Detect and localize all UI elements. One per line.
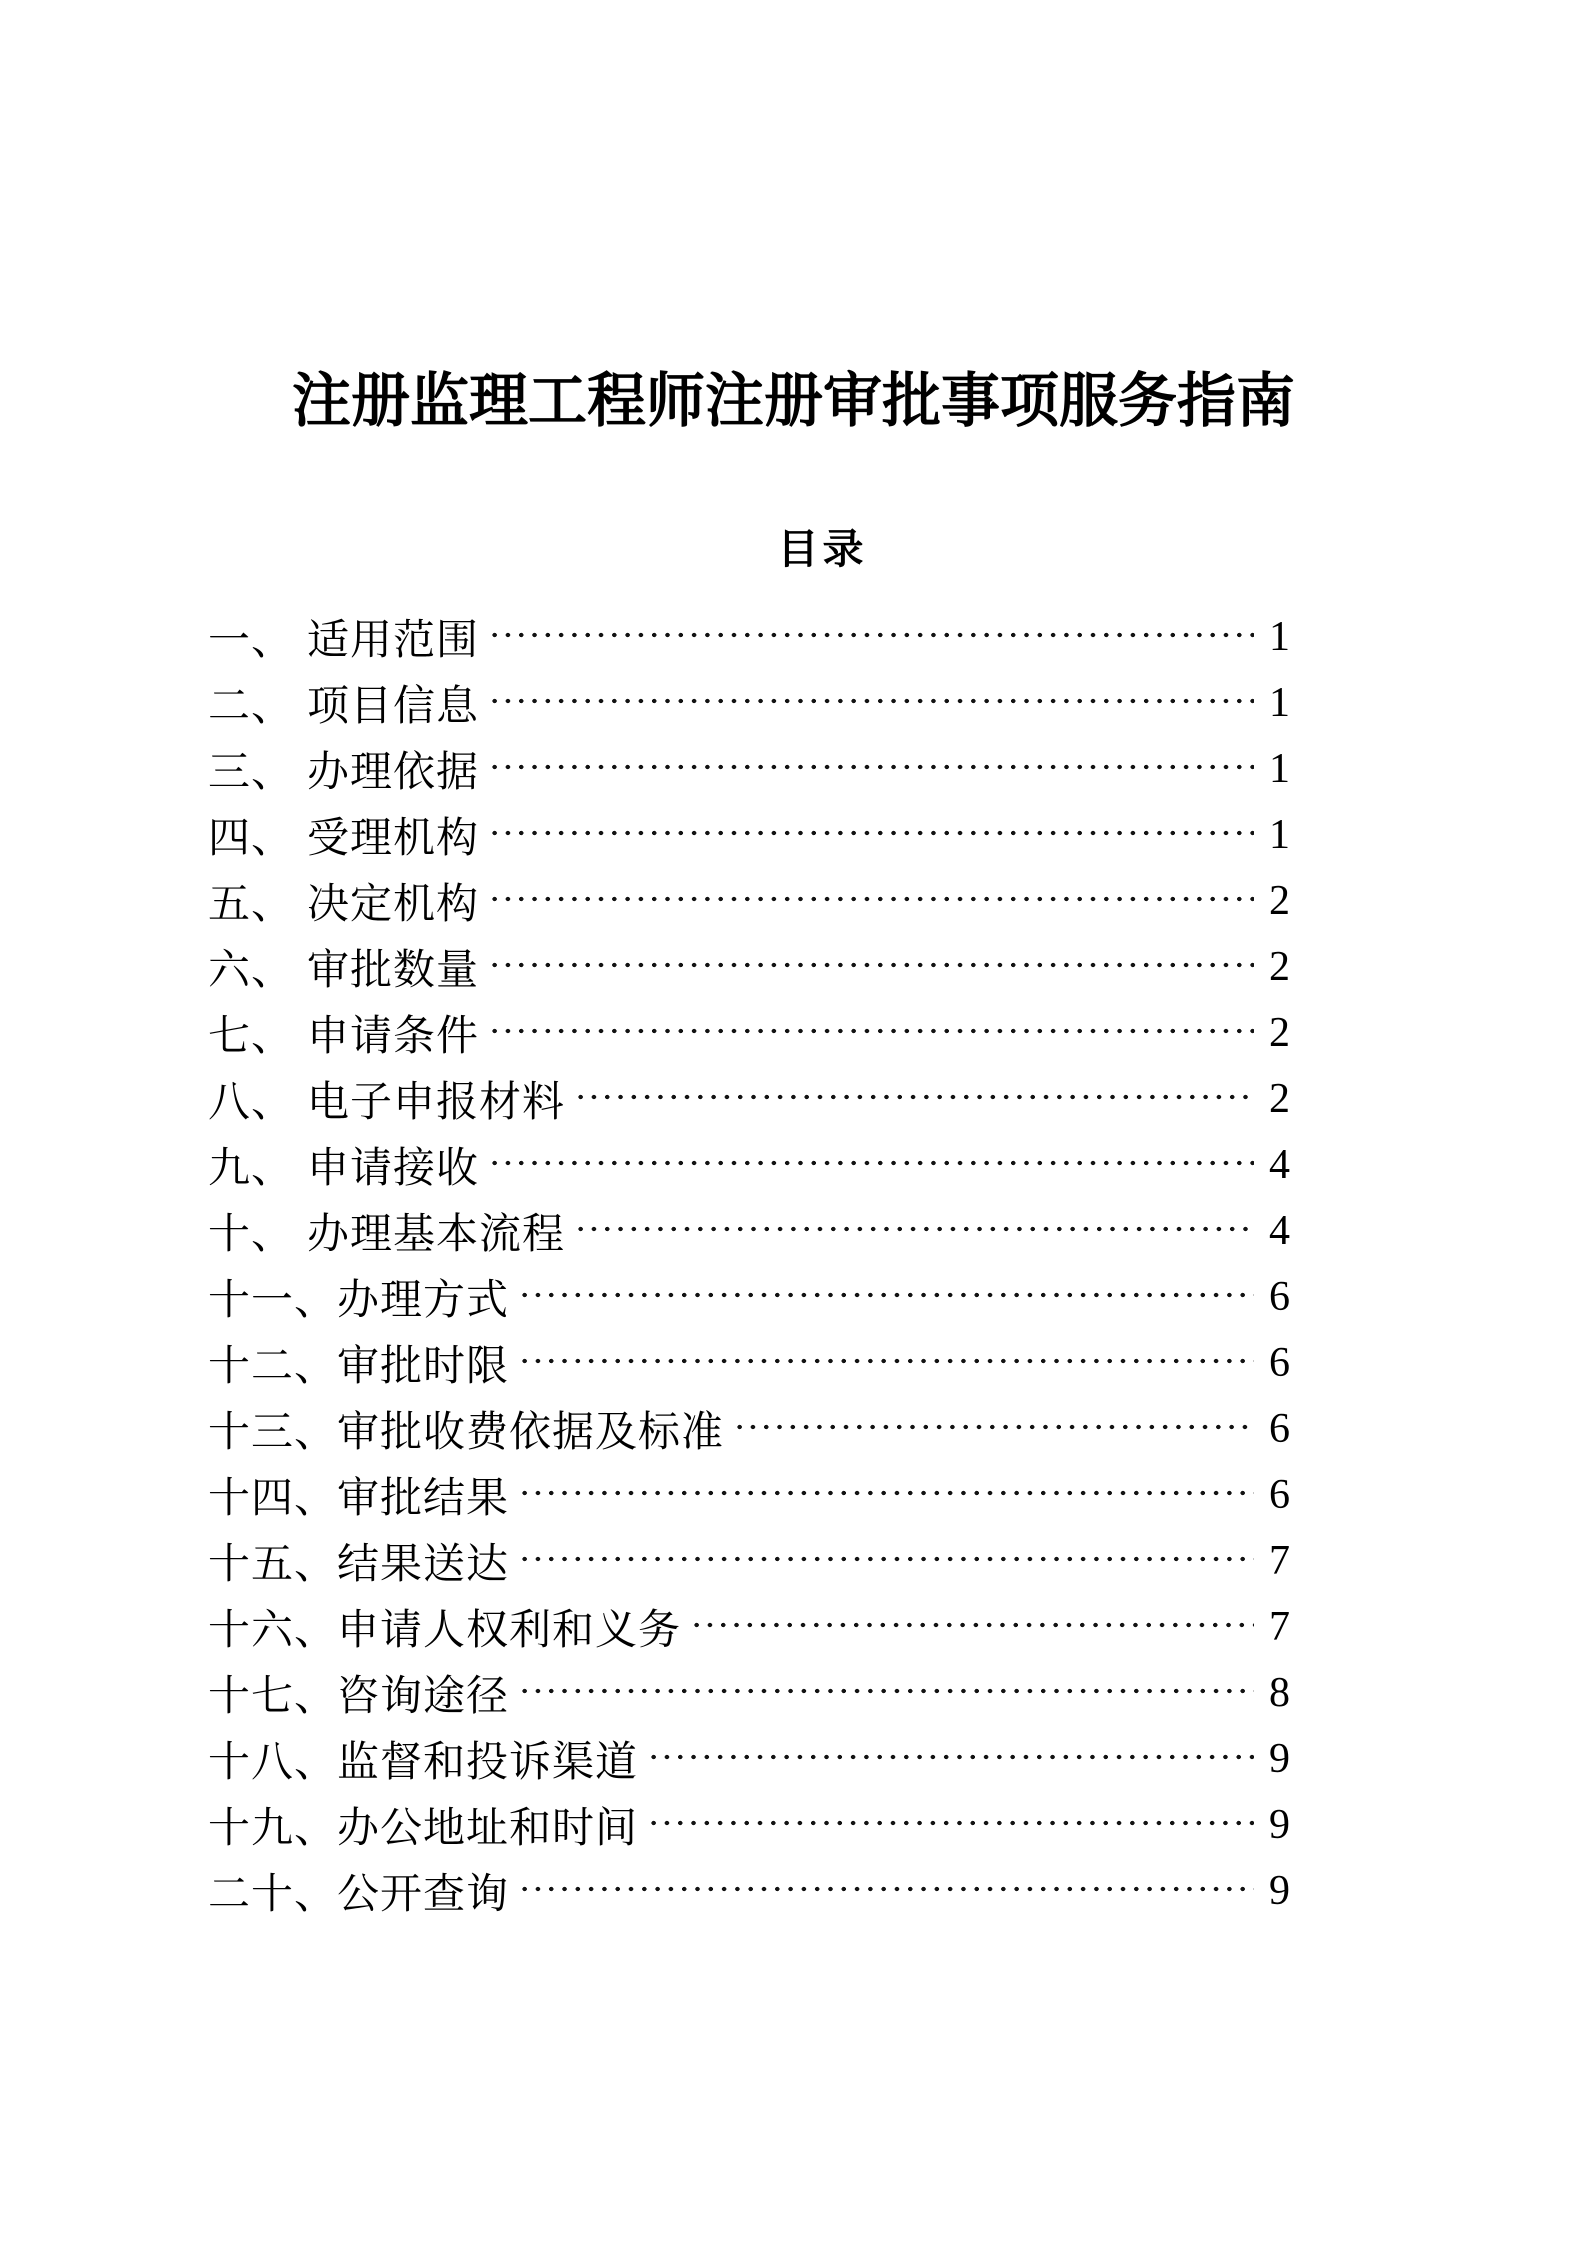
toc-entry-page: 8: [1269, 1670, 1290, 1716]
toc-entry[interactable]: [208, 802, 1290, 868]
dot-leader: [487, 1155, 1254, 1171]
toc-entry-label: 电子申报材料: [307, 1080, 566, 1126]
toc-entry-label: 办理基本流程: [307, 1212, 566, 1258]
dot-leader: [646, 1749, 1254, 1765]
dot-leader: [517, 1287, 1254, 1303]
dot-leader: [646, 1815, 1254, 1831]
dot-leader: [487, 1023, 1254, 1039]
dot-leader: [487, 693, 1254, 709]
toc-entry-number: 十四、: [208, 1476, 338, 1522]
toc-entry[interactable]: [208, 1528, 1290, 1594]
toc-entry[interactable]: [208, 1726, 1290, 1792]
toc-entry-label: 办理依据: [307, 750, 480, 796]
toc-entry-number: 十二、: [208, 1344, 338, 1390]
toc-entry[interactable]: [208, 1330, 1290, 1396]
toc-entry-label: 办理方式: [337, 1278, 510, 1324]
toc-entry[interactable]: [208, 736, 1290, 802]
toc-entry-page: 4: [1269, 1142, 1290, 1188]
toc-entry-number: 十五、: [208, 1542, 338, 1588]
toc-entry-number: 十三、: [208, 1410, 338, 1456]
toc-entry[interactable]: [208, 1462, 1290, 1528]
dot-leader: [517, 1551, 1254, 1567]
toc-entry-number: 十九、: [208, 1806, 338, 1852]
toc-entry-page: 1: [1269, 680, 1290, 726]
toc-entry-page: 7: [1269, 1538, 1290, 1584]
toc-entry-label: 审批时限: [337, 1344, 510, 1390]
dot-leader: [487, 825, 1254, 841]
toc-entry-page: 9: [1269, 1868, 1290, 1914]
dot-leader: [689, 1617, 1254, 1633]
dot-leader: [487, 957, 1254, 973]
dot-leader: [573, 1221, 1254, 1237]
dot-leader: [487, 759, 1254, 775]
toc-entry-page: 9: [1269, 1736, 1290, 1782]
toc-entry-number: 七、: [208, 1014, 295, 1060]
toc-entry[interactable]: [208, 1396, 1290, 1462]
dot-leader: [487, 891, 1254, 907]
toc-entry-number: 二、: [208, 684, 295, 730]
toc-entry[interactable]: [208, 1594, 1290, 1660]
toc-entry-label: 适用范围: [307, 618, 480, 664]
dot-leader: [732, 1419, 1254, 1435]
toc-entry-label: 结果送达: [337, 1542, 510, 1588]
toc-entry[interactable]: [208, 1264, 1290, 1330]
toc-entry[interactable]: [208, 1132, 1290, 1198]
toc-entry[interactable]: [208, 1660, 1290, 1726]
toc-entry[interactable]: [208, 1792, 1290, 1858]
toc-entry-label: 受理机构: [307, 816, 480, 862]
toc-entry-page: 4: [1269, 1208, 1290, 1254]
dot-leader: [573, 1089, 1254, 1105]
toc-entry-page: 1: [1269, 812, 1290, 858]
toc-entry[interactable]: [208, 1000, 1290, 1066]
toc-entry[interactable]: [208, 604, 1290, 670]
toc-entry[interactable]: [208, 1066, 1290, 1132]
toc-entry-number: 一、: [208, 618, 295, 664]
toc-entry-page: 1: [1269, 614, 1290, 660]
toc-entry-number: 十六、: [208, 1608, 338, 1654]
toc-entry-number: 六、: [208, 948, 295, 994]
toc-heading: 目录: [777, 526, 868, 572]
toc-entry-label: 项目信息: [307, 684, 480, 730]
toc-entry-page: 6: [1269, 1340, 1290, 1386]
toc-entry[interactable]: [208, 670, 1290, 736]
toc-entry-page: 6: [1269, 1274, 1290, 1320]
dot-leader: [517, 1881, 1254, 1897]
toc-entry-number: 三、: [208, 750, 295, 796]
toc-entry-number: 九、: [208, 1146, 295, 1192]
document-title: 注册监理工程师注册审批事项服务指南: [291, 368, 1295, 434]
toc-entry-page: 2: [1269, 878, 1290, 924]
toc-entry-label: 审批收费依据及标准: [337, 1410, 725, 1456]
toc-entry[interactable]: [208, 868, 1290, 934]
toc-entry-number: 十八、: [208, 1740, 338, 1786]
toc-entry-page: 9: [1269, 1802, 1290, 1848]
toc-entry-number: 十、: [208, 1212, 295, 1258]
toc-entry-label: 监督和投诉渠道: [337, 1740, 639, 1786]
toc-entry-page: 7: [1269, 1604, 1290, 1650]
toc-entry-number: 八、: [208, 1080, 295, 1126]
toc-entry-page: 6: [1269, 1406, 1290, 1452]
toc-entry[interactable]: [208, 934, 1290, 1000]
toc-entry-label: 办公地址和时间: [337, 1806, 639, 1852]
toc-entry-number: 四、: [208, 816, 295, 862]
toc-list: [208, 604, 1290, 1924]
toc-entry-number: 二十、: [208, 1872, 338, 1918]
toc-entry-label: 申请接收: [307, 1146, 480, 1192]
toc-entry[interactable]: [208, 1858, 1290, 1924]
toc-entry-number: 十一、: [208, 1278, 338, 1324]
toc-entry-page: 2: [1269, 1076, 1290, 1122]
toc-entry-label: 审批数量: [307, 948, 480, 994]
toc-entry-label: 申请条件: [307, 1014, 480, 1060]
toc-entry-page: 2: [1269, 944, 1290, 990]
dot-leader: [517, 1485, 1254, 1501]
dot-leader: [517, 1683, 1254, 1699]
toc-entry-label: 决定机构: [307, 882, 480, 928]
toc-entry-number: 十七、: [208, 1674, 338, 1720]
toc-entry-label: 咨询途径: [337, 1674, 510, 1720]
toc-entry-page: 1: [1269, 746, 1290, 792]
toc-entry[interactable]: [208, 1198, 1290, 1264]
toc-entry-label: 申请人权利和义务: [337, 1608, 682, 1654]
toc-entry-page: 2: [1269, 1010, 1290, 1056]
toc-entry-label: 公开查询: [337, 1872, 510, 1918]
dot-leader: [517, 1353, 1254, 1369]
toc-entry-page: 6: [1269, 1472, 1290, 1518]
toc-entry-label: 审批结果: [337, 1476, 510, 1522]
dot-leader: [487, 627, 1254, 643]
toc-entry-number: 五、: [208, 882, 295, 928]
